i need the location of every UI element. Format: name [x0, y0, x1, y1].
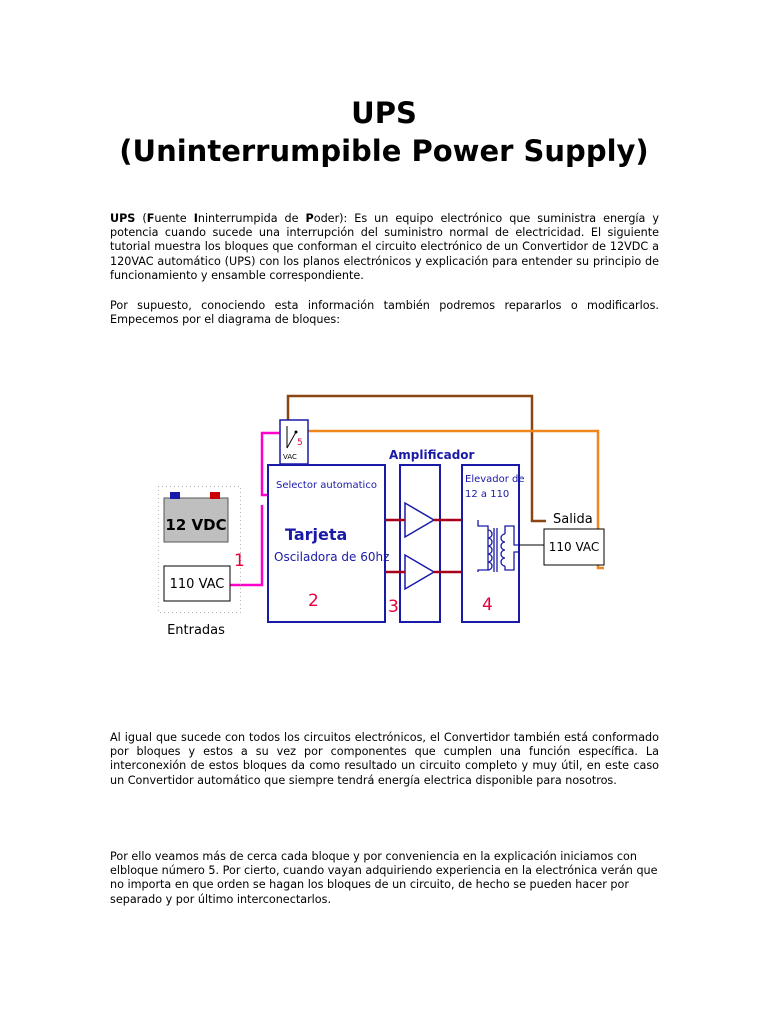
card-subtitle: Osciladora de 60hz — [274, 550, 390, 564]
intro-body: Es un equipo electrónico que suministra energía y potencia cuando sucede una interrupción del suministro normal de electricidad. El siguiente tutorial muestra los bloques que conforman el circuito electrónico de un Convertidor de 12VDC a 120VAC automático (UPS) con los planos electrónicos y explicación para entender su principio de funcionamiento y ensamble correspondiente. — [110, 212, 659, 282]
elevator-label-2: 12 a 110 — [465, 489, 510, 500]
acronym-letter-f: F — [146, 212, 155, 225]
selector-label: Selector automatico — [276, 480, 377, 491]
inputs-label: Entradas — [167, 623, 225, 638]
battery-label: 12 VDC — [165, 516, 227, 534]
battery-icon — [164, 492, 228, 542]
input-ac-label: 110 VAC — [169, 577, 225, 592]
amplifier-box — [400, 465, 440, 622]
acronym-word-poder: oder): — [313, 212, 348, 225]
card-title: Tarjeta — [285, 525, 348, 544]
acronym-letter-i: I — [193, 212, 198, 225]
selector-code: VAC — [283, 453, 297, 461]
output-label: Salida — [553, 512, 593, 527]
output-value: 110 VAC — [548, 540, 600, 554]
wire-magenta-input — [230, 505, 262, 585]
intro-open: ( — [135, 212, 147, 225]
paragraph-2: Por supuesto, conociendo esta información también podremos repararlos o modificarlos. Empecemos por el diagrama de bloques: — [110, 299, 659, 327]
ups-acronym: UPS — [110, 212, 136, 225]
acronym-word-ininterrumpida: ninterrumpida de — [197, 212, 306, 225]
block-3-number: 3 — [388, 597, 399, 617]
page-title: UPS — [351, 96, 417, 130]
acronym-letter-p: P — [305, 212, 314, 225]
block-4-number: 4 — [482, 595, 493, 615]
page-subtitle: (Uninterrumpible Power Supply) — [119, 134, 649, 168]
selector-number: 5 — [297, 438, 303, 448]
block-2-number: 2 — [308, 591, 319, 611]
selector-relay-icon — [280, 420, 308, 464]
block-1-number: 1 — [234, 551, 245, 571]
elevator-label-1: Elevador de — [465, 474, 525, 485]
paragraph-3: Al igual que sucede con todos los circuitos electrónicos, el Convertidor también está conformado por bloques y estos a su vez por componentes que cumplen una función específica. La interconexión de estos bloques da como resultado un circuito completo y muy útil, en este caso un Convertidor automático que siempre tendrá energía electrica disponible para nosotros. — [110, 731, 659, 787]
acronym-word-fuente: uente — [154, 212, 194, 225]
amplifier-label: Amplificador — [389, 448, 475, 462]
paragraph-4: Por ello veamos más de cerca cada bloque y por conveniencia en la explicación iniciamos con elbloque número 5. Por cierto, cuando vayan adquiriendo experiencia en la electrónica verán que no importa en que orden se hagan los bloques de un circuito, de hecho se pueden hacer por separado y por último interconectarlos. — [110, 850, 658, 906]
